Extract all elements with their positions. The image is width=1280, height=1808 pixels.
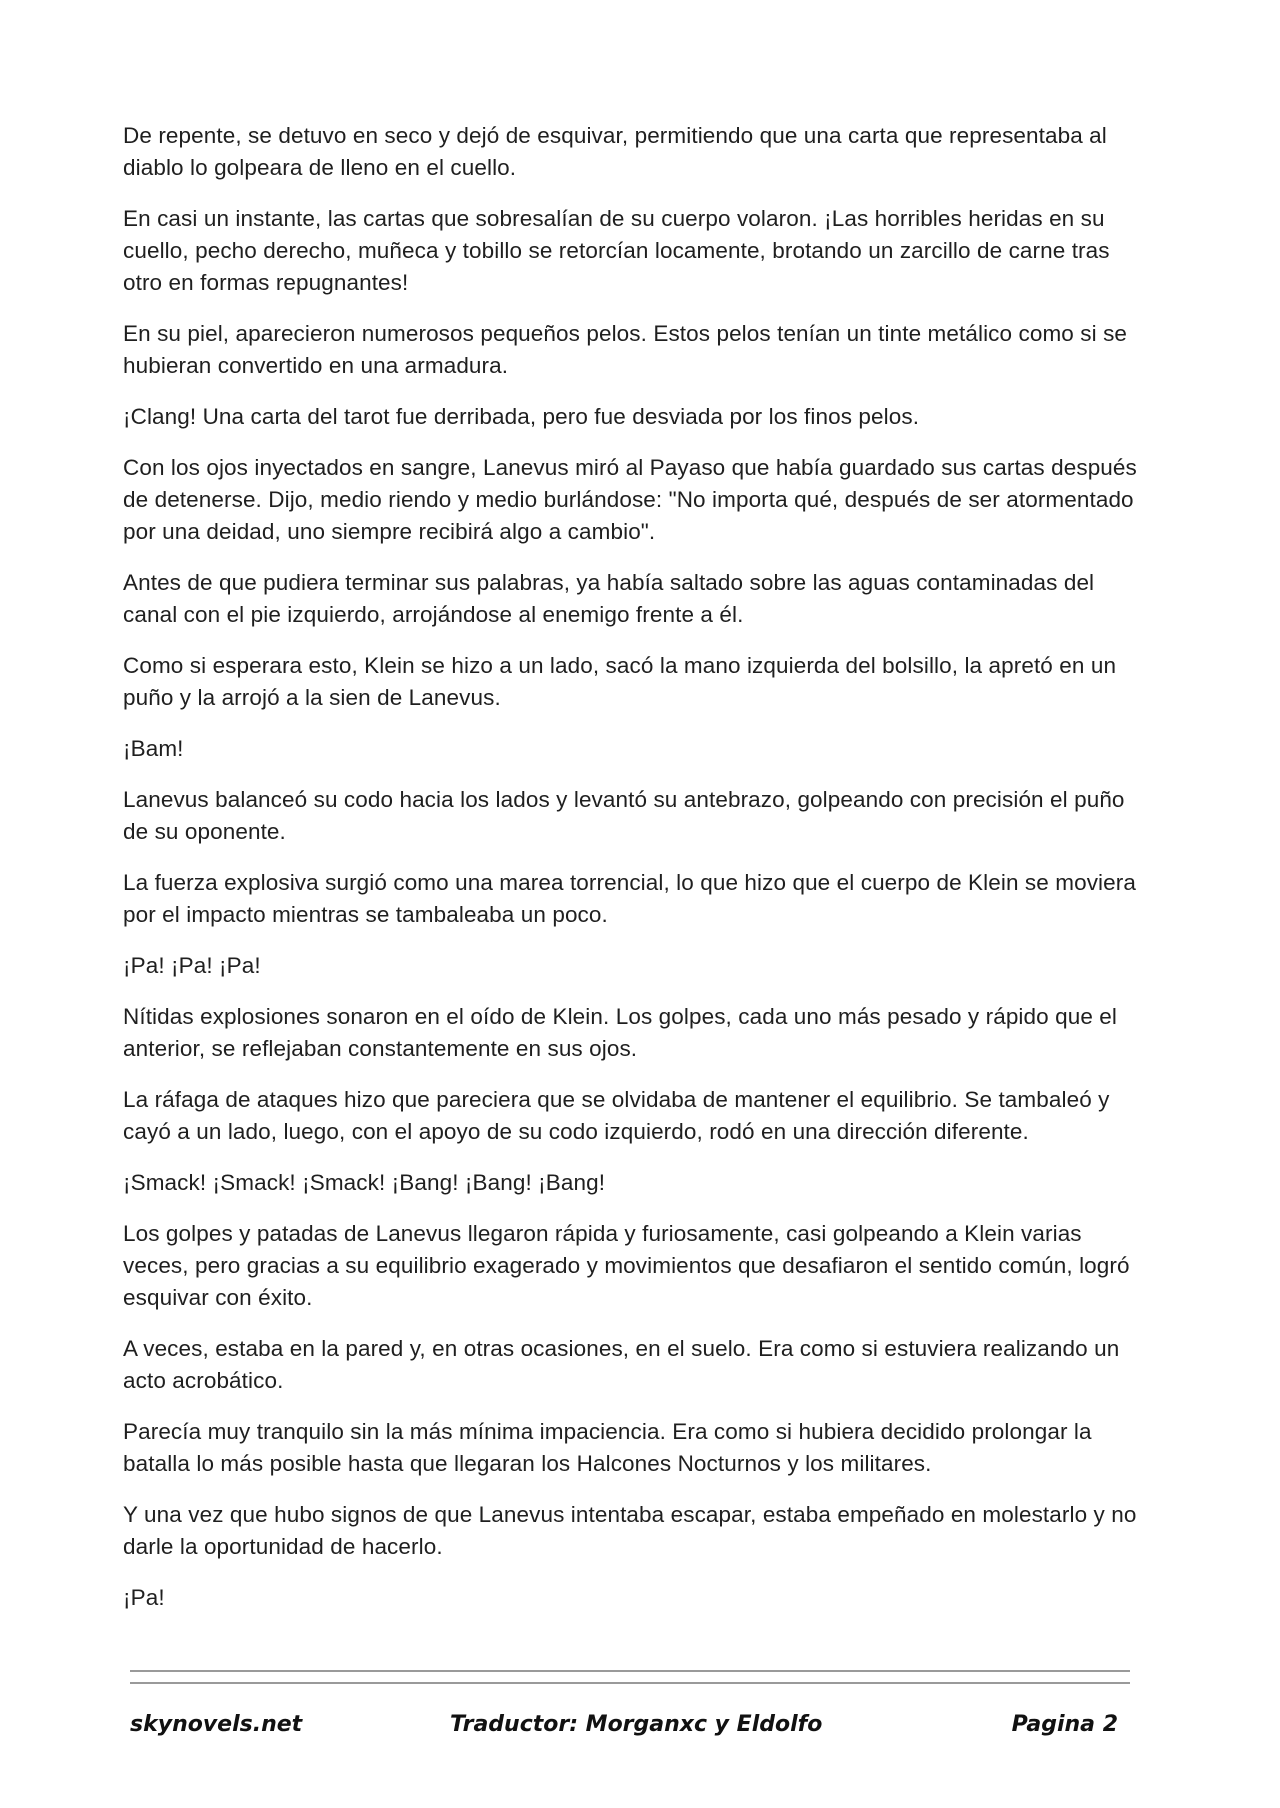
paragraph: ¡Pa! xyxy=(123,1585,165,1610)
footer-divider xyxy=(130,1670,1130,1684)
divider-line xyxy=(130,1682,1130,1684)
paragraph: A veces, estaba en la pared y, en otras ocasiones, en el suelo. Era como si estuviera realizando un acto acrobático. xyxy=(123,1336,1120,1393)
paragraph: ¡Bam! xyxy=(123,736,184,761)
footer-translator: Traductor: Morganxc y Eldolfo xyxy=(450,1712,823,1737)
body-text xyxy=(123,120,1147,1633)
paragraph: Antes de que pudiera terminar sus palabras, ya había saltado sobre las aguas contaminadas del canal con el pie izquierdo, arrojándose al enemigo frente a él. xyxy=(123,570,1095,627)
paragraph: En casi un instante, las cartas que sobresalían de su cuerpo volaron. ¡Las horribles heridas en su cuello, pecho derecho, muñeca y tobillo se retorcían locamente, brotando un zarcillo de carne tras otro en formas repugnantes! xyxy=(123,206,1110,295)
paragraph: La fuerza explosiva surgió como una marea torrencial, lo que hizo que el cuerpo de Klein se moviera por el impacto mientras se tambaleaba un poco. xyxy=(123,870,1136,927)
paragraph: La ráfaga de ataques hizo que pareciera que se olvidaba de mantener el equilibrio. Se tambaleó y cayó a un lado, luego, con el apoyo de su codo izquierdo, rodó en una dirección diferente. xyxy=(123,1087,1110,1144)
paragraph: Nítidas explosiones sonaron en el oído de Klein. Los golpes, cada uno más pesado y rápido que el anterior, se reflejaban constantemente en sus ojos. xyxy=(123,1004,1118,1061)
divider-line xyxy=(130,1670,1130,1672)
footer-site: skynovels.net xyxy=(130,1712,303,1737)
paragraph: En su piel, aparecieron numerosos pequeños pelos. Estos pelos tenían un tinte metálico como si se hubieran convertido en una armadura. xyxy=(123,321,1128,378)
paragraph: Los golpes y patadas de Lanevus llegaron rápida y furiosamente, casi golpeando a Klein varias veces, pero gracias a su equilibrio exagerado y movimientos que desafiaron el sentido común, logró esquivar con éxito. xyxy=(123,1221,1130,1310)
paragraph: Como si esperara esto, Klein se hizo a un lado, sacó la mano izquierda del bolsillo, la apretó en un puño y la arrojó a la sien de Lanevus. xyxy=(123,653,1117,710)
paragraph: ¡Pa! ¡Pa! ¡Pa! xyxy=(123,953,261,978)
paragraph: ¡Clang! Una carta del tarot fue derribada, pero fue desviada por los finos pelos. xyxy=(123,404,920,429)
paragraph: De repente, se detuvo en seco y dejó de esquivar, permitiendo que una carta que representaba al diablo lo golpeara de lleno en el cuello. xyxy=(123,123,1107,180)
paragraph: Y una vez que hubo signos de que Lanevus intentaba escapar, estaba empeñado en molestarlo y no darle la oportunidad de hacerlo. xyxy=(123,1502,1137,1559)
paragraph: Lanevus balanceó su codo hacia los lados y levantó su antebrazo, golpeando con precisión el puño de su oponente. xyxy=(123,787,1125,844)
paragraph: ¡Smack! ¡Smack! ¡Smack! ¡Bang! ¡Bang! ¡Bang! xyxy=(123,1170,606,1195)
page-footer xyxy=(130,1712,1130,1748)
paragraph: Parecía muy tranquilo sin la más mínima impaciencia. Era como si hubiera decidido prolongar la batalla lo más posible hasta que llegaran los Halcones Nocturnos y los militares. xyxy=(123,1419,1092,1476)
paragraph: Con los ojos inyectados en sangre, Lanevus miró al Payaso que había guardado sus cartas después de detenerse. Dijo, medio riendo y medio burlándose: "No importa qué, después de ser atormentado por una deidad, uno siempre recibirá algo a cambio". xyxy=(123,455,1137,544)
footer-page-number: Pagina 2 xyxy=(1011,1712,1118,1737)
